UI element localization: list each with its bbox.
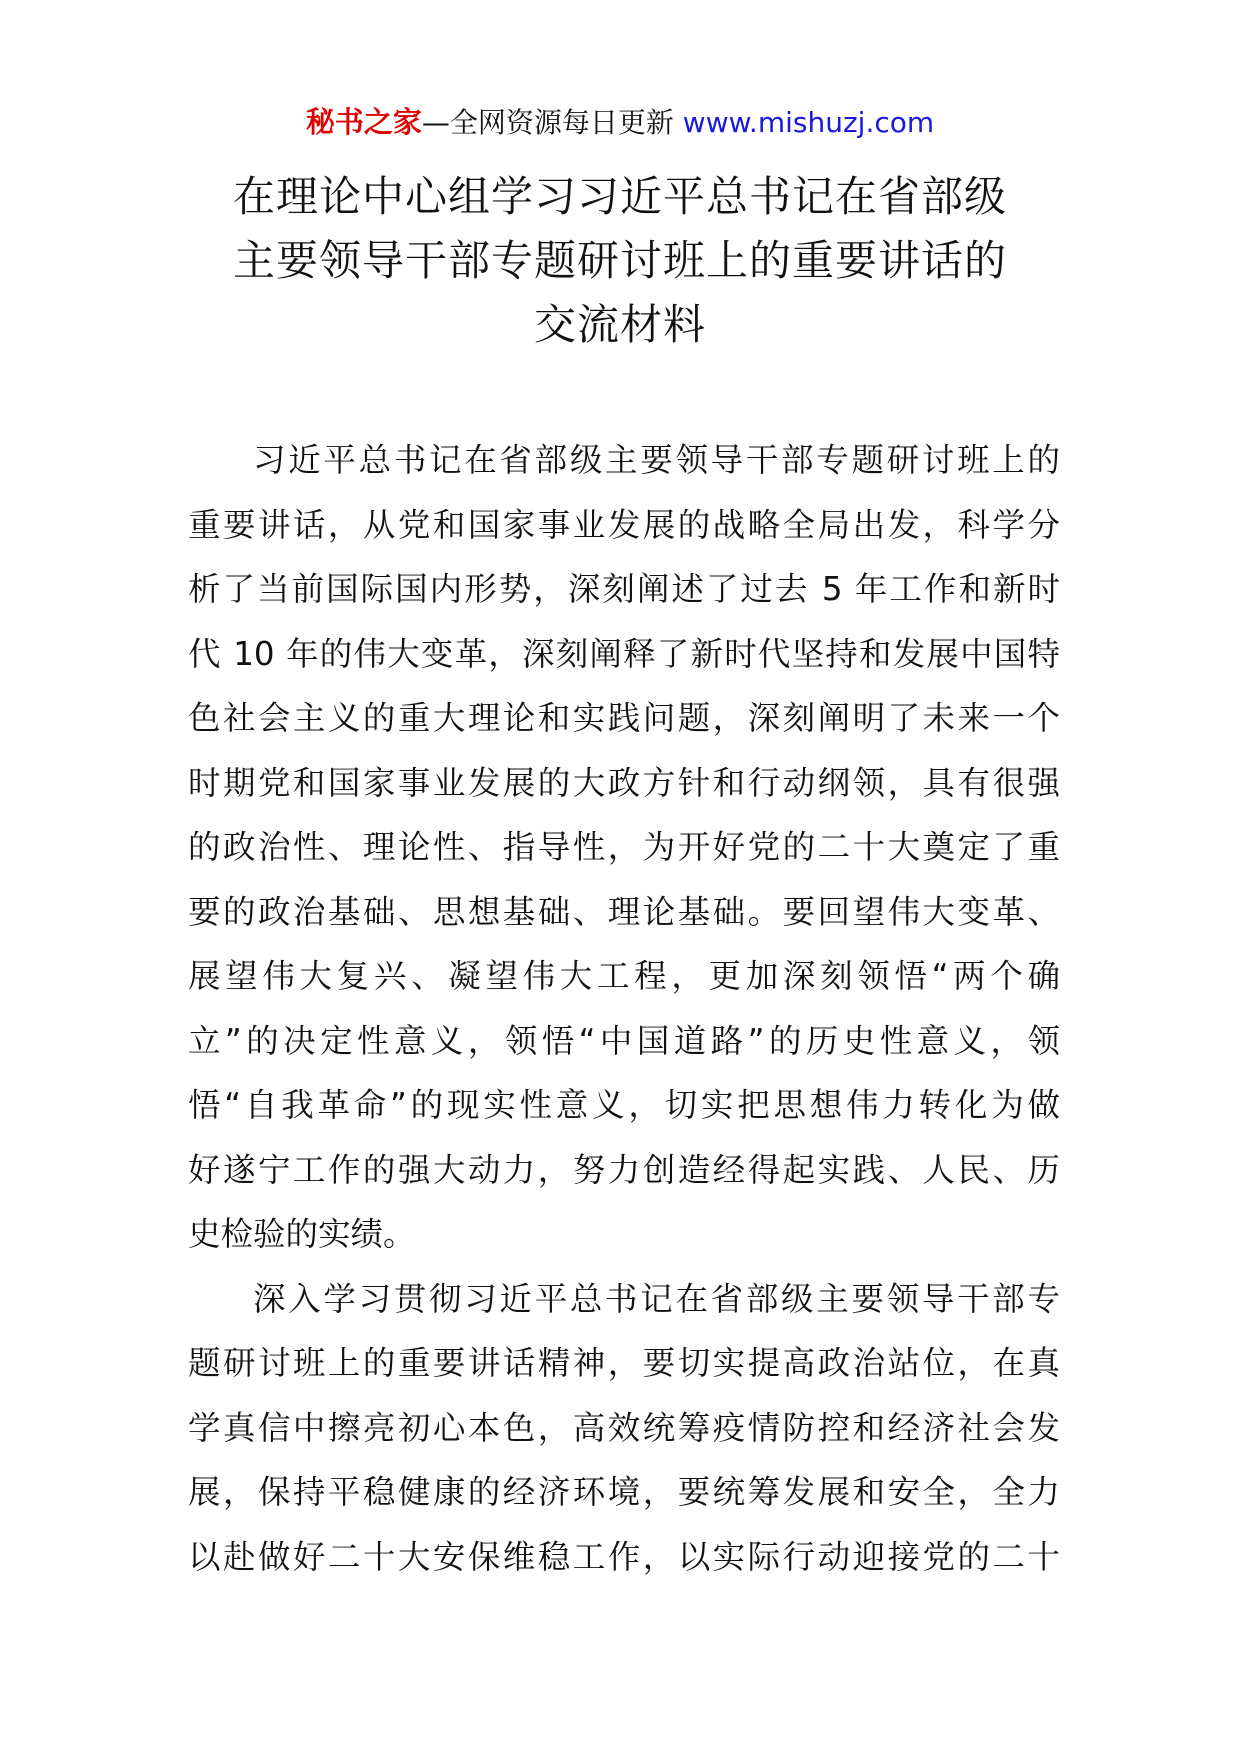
text-line: 展望伟大复兴、凝望伟大工程，更加深刻领悟“两个确 bbox=[188, 957, 1060, 995]
site-header bbox=[0, 100, 1240, 145]
title-line: 主要领导干部专题研讨班上的重要讲话的 bbox=[232, 236, 1007, 285]
body-paragraph bbox=[188, 1267, 1060, 1590]
text-line: 史检验的实绩。 bbox=[188, 1215, 416, 1253]
text-line: 悟“自我革命”的现实性意义，切实把思想伟力转化为做 bbox=[188, 1086, 1060, 1124]
site-name: 秘书之家 bbox=[305, 105, 422, 139]
text-line: 立”的决定性意义，领悟“中国道路”的历史性意义，领 bbox=[188, 1021, 1060, 1060]
site-url[interactable]: www.mishuzj.com bbox=[682, 106, 935, 139]
text-line: 要的政治基础、思想基础、理论基础。要回望伟大变革、 bbox=[188, 892, 1060, 931]
title-line: 交流材料 bbox=[533, 300, 706, 349]
text-line: 色社会主义的重大理论和实践问题，深刻阐明了未来一个 bbox=[188, 699, 1060, 737]
site-tagline: —全网资源每日更新 bbox=[421, 106, 674, 139]
text-line: 学真信中擦亮初心本色，高效统筹疫情防控和经济社会发 bbox=[188, 1408, 1060, 1447]
text-line: 好遂宁工作的强大动力，努力创造经得起实践、人民、历 bbox=[188, 1150, 1060, 1189]
text-line: 题研讨班上的重要讲话精神，要切实提高政治站位，在真 bbox=[188, 1344, 1060, 1382]
text-line: 展，保持平稳健康的经济环境，要统筹发展和安全，全力 bbox=[188, 1473, 1060, 1511]
text-line: 的政治性、理论性、指导性，为开好党的二十大奠定了重 bbox=[188, 828, 1060, 866]
text-line: 代 10 年的伟大变革，深刻阐释了新时代坚持和发展中国特 bbox=[188, 634, 1060, 673]
text-line: 以赴做好二十大安保维稳工作，以实际行动迎接党的二十 bbox=[188, 1537, 1060, 1576]
title-line: 在理论中心组学习习近平总书记在省部级 bbox=[232, 172, 1007, 221]
text-line: 析了当前国际国内形势，深刻阐述了过去 5 年工作和新时 bbox=[188, 570, 1060, 608]
text-line: 时期党和国家事业发展的大政方针和行动纲领，具有很强 bbox=[188, 763, 1060, 802]
text-line: 重要讲话，从党和国家事业发展的战略全局出发，科学分 bbox=[188, 505, 1060, 544]
document-body bbox=[188, 428, 1060, 1589]
document-title bbox=[150, 165, 1090, 357]
text-line: 深入学习贯彻习近平总书记在省部级主要领导干部专 bbox=[253, 1279, 1060, 1318]
text-line: 习近平总书记在省部级主要领导干部专题研讨班上的 bbox=[253, 441, 1060, 479]
body-paragraph bbox=[188, 428, 1060, 1267]
